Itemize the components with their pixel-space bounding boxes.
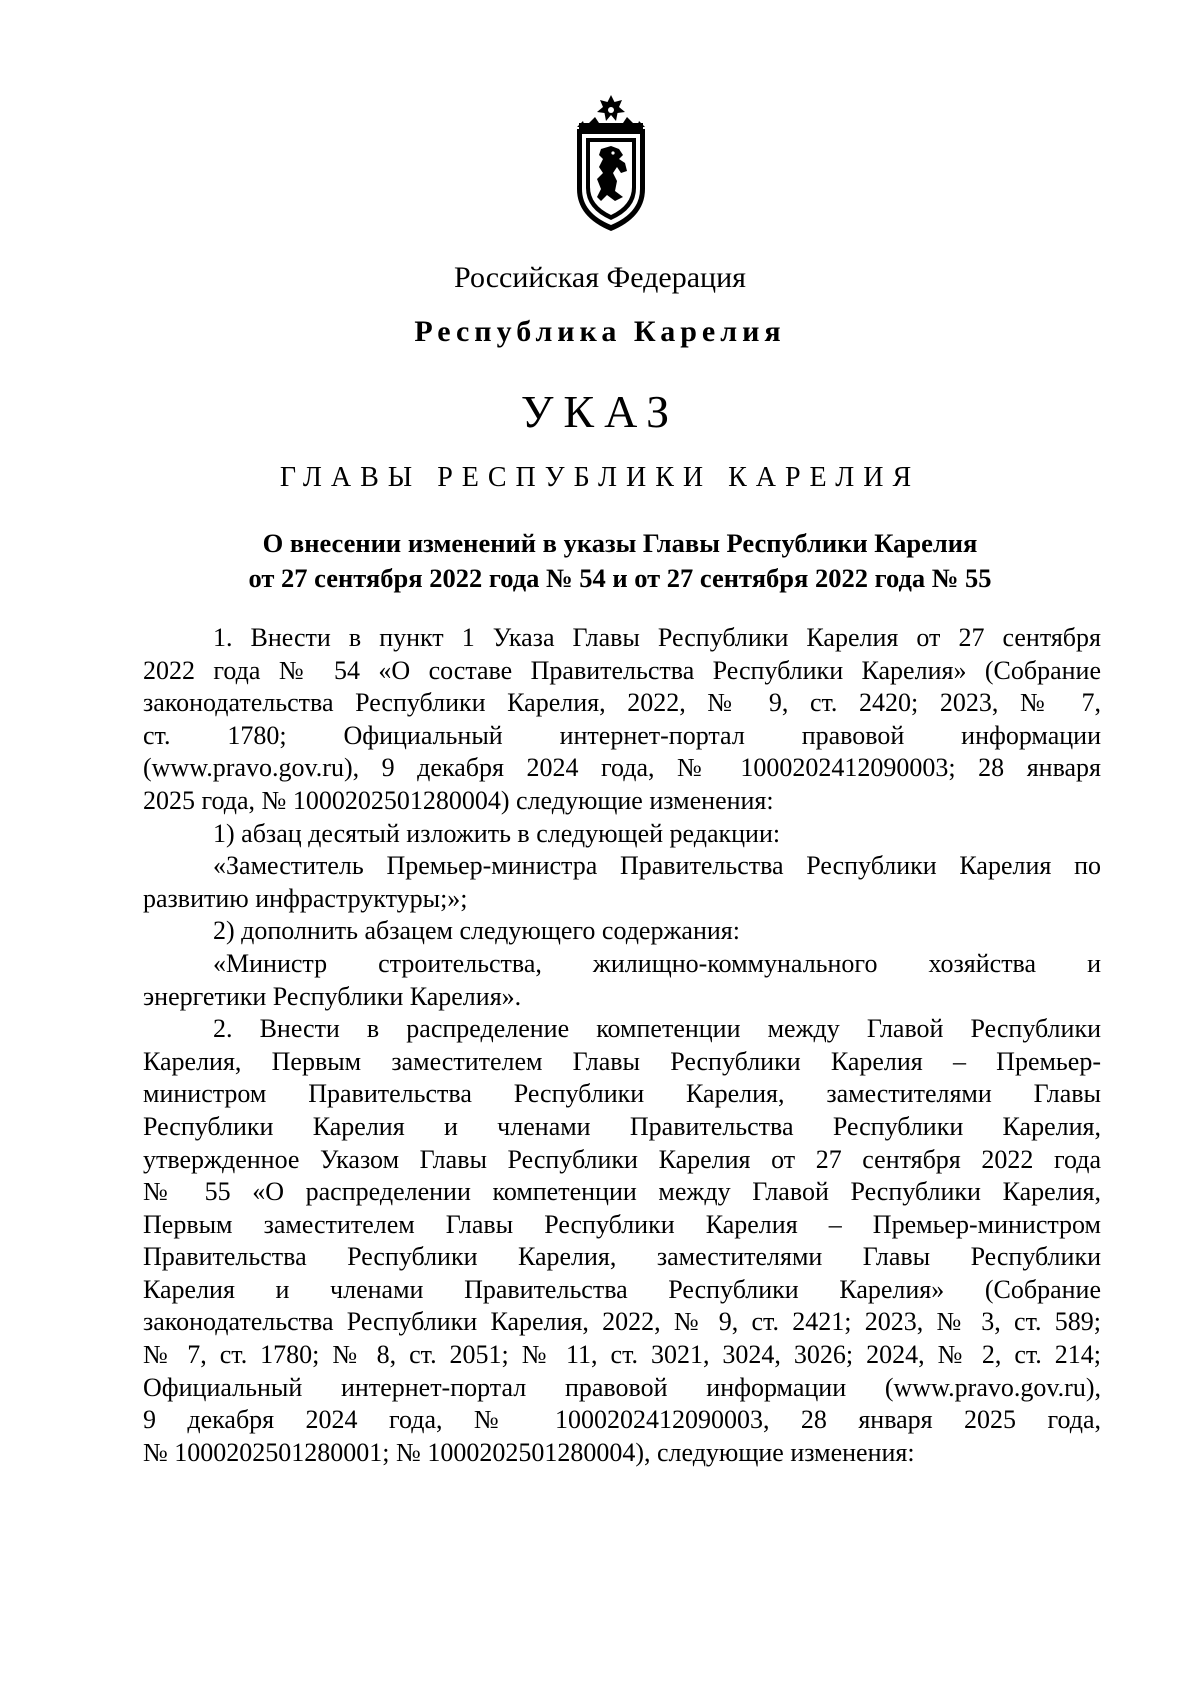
text-line: Карелия и членами Правительства Республики Карелия» (Собрание xyxy=(143,1274,1101,1304)
text-line: 2025 года, № 1000202501280004) следующие изменения: xyxy=(143,785,774,815)
text-line: 2022 года № 54 «О составе Правительства Республики Карелия» (Собрание xyxy=(143,655,1101,685)
text-line: № 1000202501280001; № 1000202501280004), следующие изменения: xyxy=(143,1437,915,1467)
text-line: 2. Внести в распределение компетенции между Главой Республики xyxy=(213,1014,1101,1044)
text-line: 1. Внести в пункт 1 Указа Главы Республики Карелия от 27 сентября xyxy=(213,623,1101,652)
text-line: энергетики Республики Карелия». xyxy=(143,981,522,1011)
quoted-text-1 xyxy=(143,850,1101,915)
paragraph-item-1 xyxy=(143,622,1101,818)
text-line: законодательства Республики Карелия, 2022, № 9, ст. 2421; 2023, № 3, ст. 589; xyxy=(143,1307,1101,1337)
text-line: развитию инфраструктуры;»; xyxy=(143,883,468,913)
document-type: УКАЗ xyxy=(520,386,680,437)
paragraph-item-2 xyxy=(143,1013,1101,1469)
title-line: от 27 сентября 2022 года № 54 и от 27 сентября 2022 года № 55 xyxy=(248,563,992,593)
quoted-text-2 xyxy=(143,948,1101,1013)
country-name: Российская Федерация xyxy=(454,261,746,294)
text-line: 9 декабря 2024 года, № 1000202412090003, 28 января 2025 года, xyxy=(143,1405,1101,1435)
karelia-coat-of-arms-icon xyxy=(567,93,655,233)
document-title xyxy=(140,526,1100,596)
text-line: Правительства Республики Карелия, заместителями Главы Республики xyxy=(143,1242,1101,1272)
text-line: № 55 «О распределении компетенции между Главой Республики Карелия, xyxy=(143,1177,1101,1207)
text-line: «Заместитель Премьер-министра Правительства Республики Карелия по xyxy=(213,851,1101,881)
document-body xyxy=(143,622,1101,1469)
text-line: министром Правительства Республики Карелия, заместителями Главы xyxy=(143,1079,1101,1109)
text-line: утвержденное Указом Главы Республики Карелия от 27 сентября 2022 года xyxy=(143,1144,1101,1174)
text-line: Первым заместителем Главы Республики Карелия – Премьер-министром xyxy=(143,1209,1101,1239)
text-line: «Министр строительства, жилищно-коммунального хозяйства и xyxy=(213,948,1101,978)
republic-name: Республика Карелия xyxy=(414,315,786,348)
text-line: Карелия, Первым заместителем Главы Республики Карелия – Премьер- xyxy=(143,1046,1101,1076)
document-issuer: ГЛАВЫ РЕСПУБЛИКИ КАРЕЛИЯ xyxy=(279,462,921,493)
subparagraph-1: 1) абзац десятый изложить в следующей редакции: xyxy=(213,818,781,848)
subparagraph-2: 2) дополнить абзацем следующего содержания: xyxy=(213,916,740,946)
text-line: Официальный интернет-портал правовой информации (www.pravo.gov.ru), xyxy=(143,1372,1101,1402)
text-line: Республики Карелия и членами Правительства Республики Карелия, xyxy=(143,1111,1101,1141)
text-line: (www.pravo.gov.ru), 9 декабря 2024 года, № 1000202412090003; 28 января xyxy=(143,753,1101,783)
text-line: законодательства Республики Карелия, 2022, № 9, ст. 2420; 2023, № 7, xyxy=(143,688,1101,718)
title-line: О внесении изменений в указы Главы Республики Карелия xyxy=(262,528,978,558)
text-line: ст. 1780; Официальный интернет-портал правовой информации xyxy=(143,720,1101,750)
text-line: № 7, ст. 1780; № 8, ст. 2051; № 11, ст. 3021, 3024, 3026; 2024, № 2, ст. 214; xyxy=(143,1340,1101,1370)
